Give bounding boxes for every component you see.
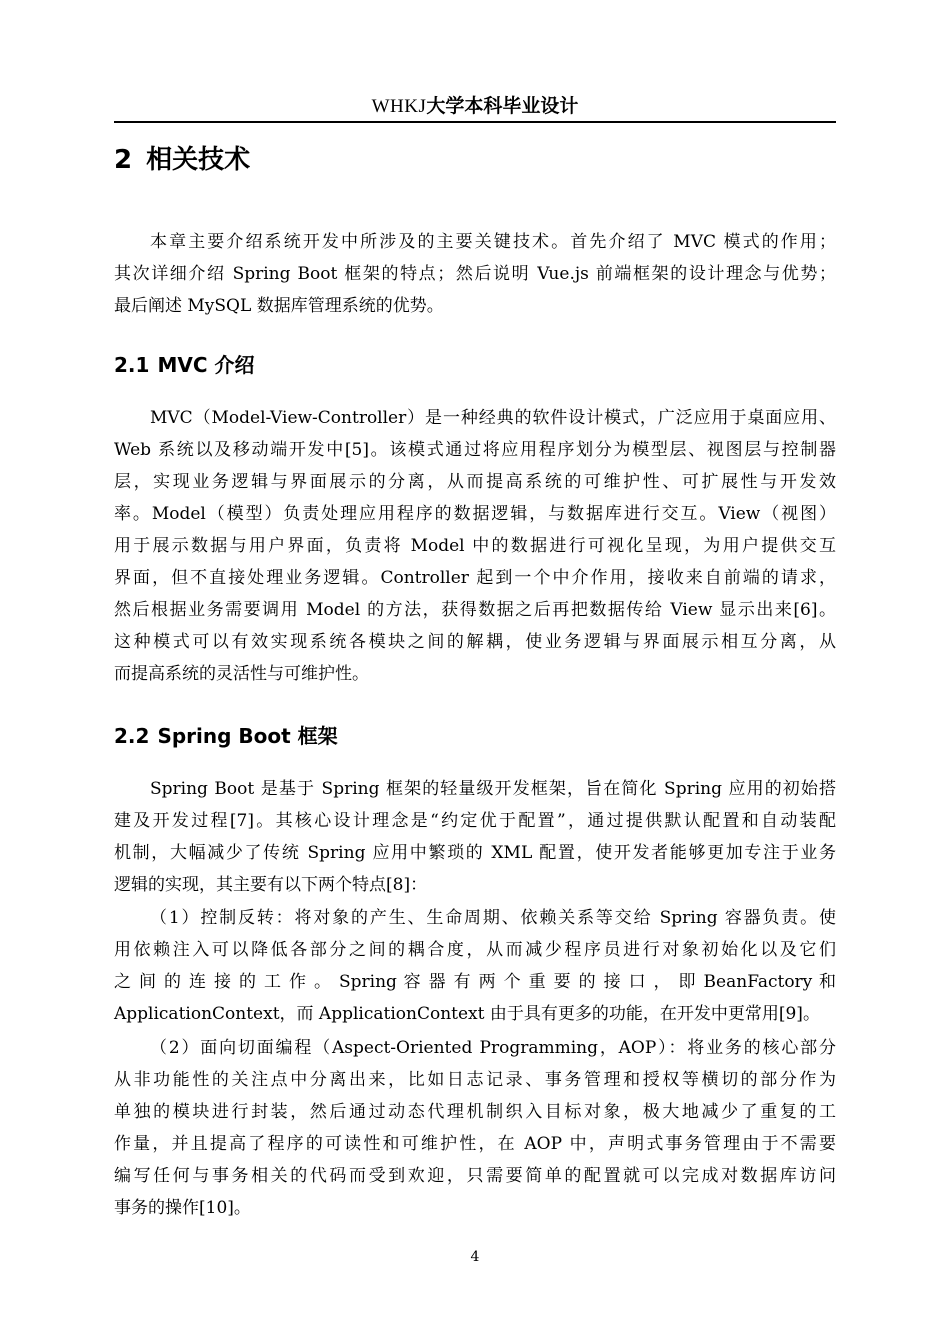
header-rule [114,121,836,123]
intro-paragraph [114,226,836,322]
spring-boot-paragraph [114,773,836,901]
section-title-text: Spring Boot 框架 [157,724,338,748]
text-line: 建及开发过程[7]。其核心设计理念是“约定优于配置”，通过提供默认配置和自动装配 [114,811,836,831]
page-number: 4 [470,1249,480,1265]
text-line: 作量，并且提高了程序的可读性和可维护性，在 AOP 中，声明式事务管理由于不需要 [114,1134,836,1154]
chapter-number: 2 [114,145,133,175]
aop-paragraph [114,1032,836,1224]
mvc-paragraph [114,402,836,690]
text-line: 编写任何与事务相关的代码而受到欢迎，只需要简单的配置就可以完成对数据库访问 [114,1166,836,1186]
running-header [114,93,836,120]
text-line: MVC（Model-View-Controller）是一种经典的软件设计模式，广泛应用于桌面应用、 [150,408,836,428]
section-number: 2.2 [114,724,150,748]
text-line: 之 间 的 连 接 的 工 作 。 Spring 容 器 有 两 个 重 要 的 接 口 ， 即 BeanFactory 和 [114,972,836,992]
header-school-code: WHKJ [371,96,427,117]
text-line: 机制，大幅减少了传统 Spring 应用中繁琐的 XML 配置，使开发者能够更加专注于业务 [114,843,836,863]
section-title-text: MVC 介绍 [157,353,255,377]
header-title: 大学本科毕业设计 [426,95,579,117]
text-line: 然后根据业务需要调用 Model 的方法，获得数据之后再把数据传给 View 显示出来[6]。 [114,600,836,620]
text-line: 界面，但不直接处理业务逻辑。Controller 起到一个中介作用，接收来自前端的请求， [114,568,836,588]
text-line: 层，实现业务逻辑与界面展示的分离，从而提高系统的可维护性、可扩展性与开发效 [114,472,836,492]
text-line: （2）面向切面编程（Aspect-Oriented Programming，AOP）：将业务的核心部分 [150,1038,836,1058]
text-line: 从非功能性的关注点中分离出来，比如日志记录、事务管理和授权等横切的部分作为 [114,1070,836,1090]
text-line: 最后阐述 MySQL 数据库管理系统的优势。 [114,296,444,316]
text-line: 单独的模块进行封装，然后通过动态代理机制织入目标对象，极大地减少了重复的工 [114,1102,836,1122]
text-line: 这种模式可以有效实现系统各模块之间的解耦，使业务逻辑与界面展示相互分离，从 [114,632,836,652]
chapter-title-text: 相关技术 [146,145,251,175]
text-line: Spring Boot 是基于 Spring 框架的轻量级开发框架，旨在简化 Spring 应用的初始搭 [150,779,836,799]
text-line: 其次详细介绍 Spring Boot 框架的特点；然后说明 Vue.js 前端框架的设计理念与优势； [114,264,836,284]
text-line: 而提高系统的灵活性与可维护性。 [114,664,369,684]
text-line: 本章主要介绍系统开发中所涉及的主要关键技术。首先介绍了 MVC 模式的作用； [150,232,836,252]
ioc-paragraph [114,902,836,1030]
text-line: 用于展示数据与用户界面，负责将 Model 中的数据进行可视化呈现，为用户提供交互 [114,536,836,556]
text-line: 率。Model（模型）负责处理应用程序的数据逻辑，与数据库进行交互。View（视图） [114,504,836,524]
chapter-title [114,140,250,180]
text-line: Web 系统以及移动端开发中[5]。该模式通过将应用程序划分为模型层、视图层与控制器 [114,440,836,460]
text-line: （1）控制反转：将对象的产生、生命周期、依赖关系等交给 Spring 容器负责。使 [150,908,836,928]
text-line: ApplicationContext，而 ApplicationContext 由于具有更多的功能，在开发中更常用[9]。 [114,1004,820,1024]
section-heading-mvc [114,349,254,381]
text-line: 用依赖注入可以降低各部分之间的耦合度，从而减少程序员进行对象初始化以及它们 [114,940,836,960]
text-line: 逻辑的实现，其主要有以下两个特点[8]： [114,875,428,895]
section-heading-spring-boot [114,720,338,752]
text-line: 事务的操作[10]。 [114,1198,251,1218]
section-number: 2.1 [114,353,150,377]
